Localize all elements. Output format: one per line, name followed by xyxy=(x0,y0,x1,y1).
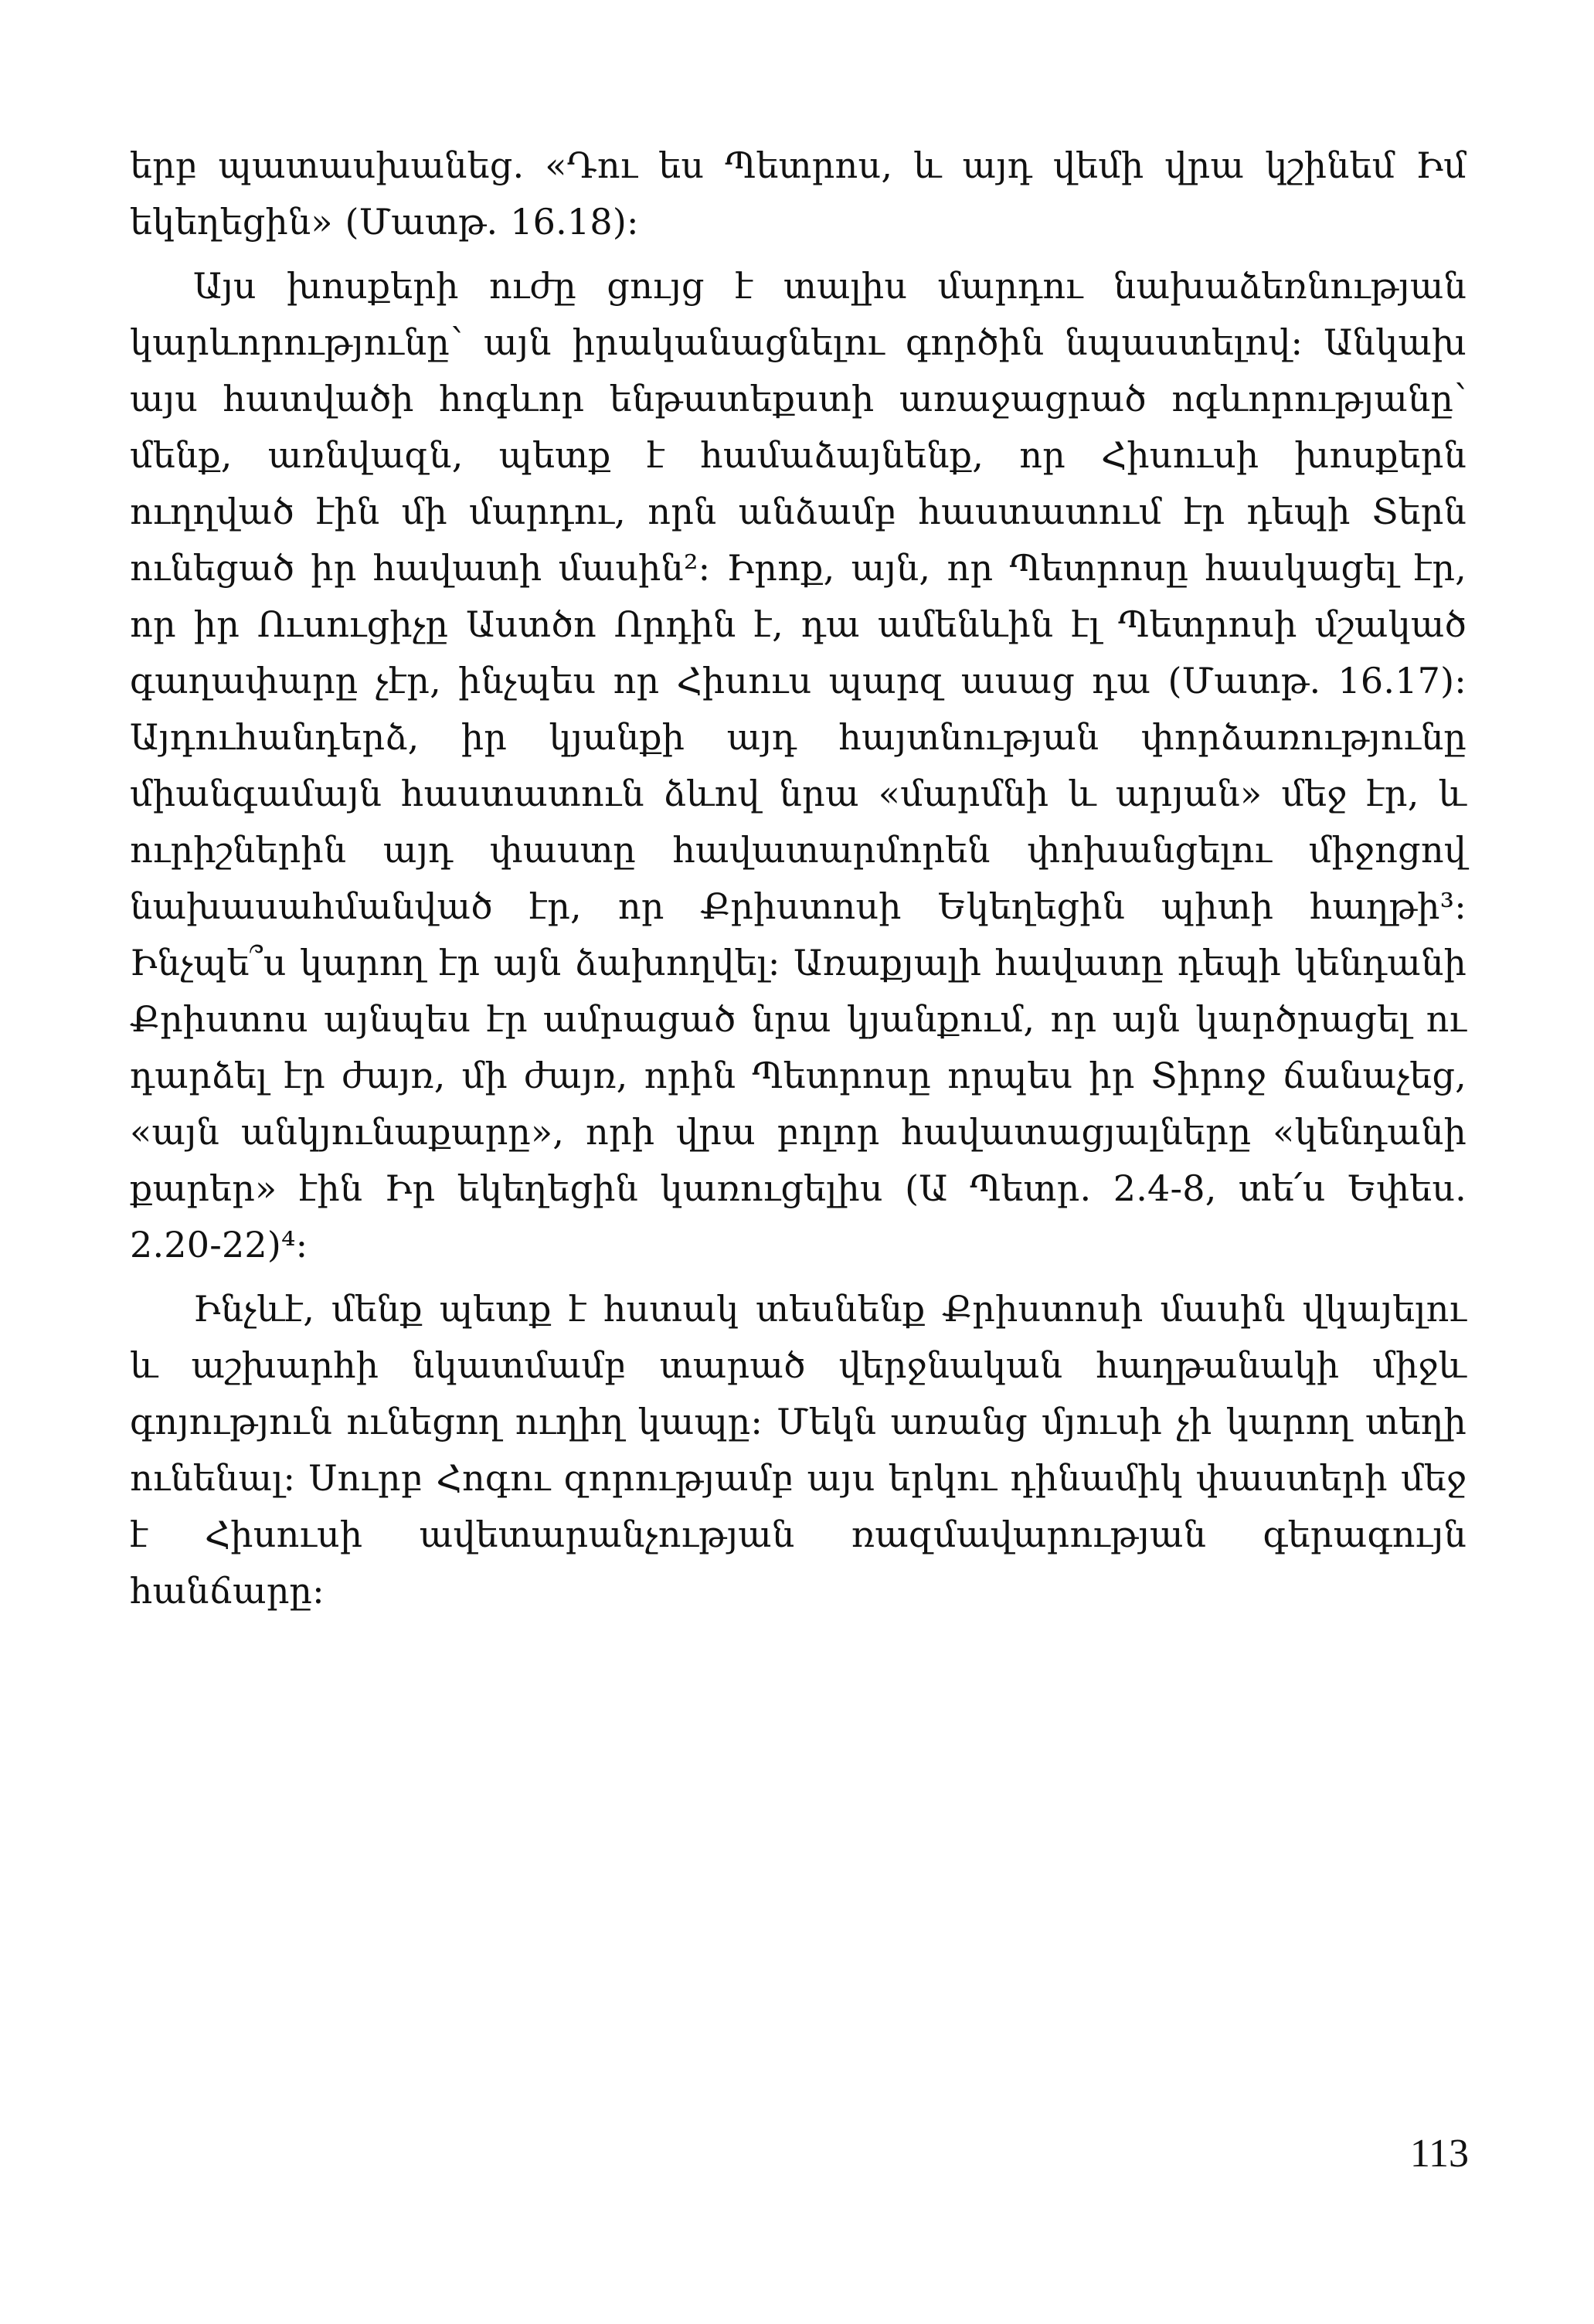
paragraph: երբ պատասխանեց. «Դու ես Պետրոս, և այդ վեմի վրա կշինեմ Իմ եկեղեցին» (Մատթ. 16.18): xyxy=(130,144,1467,243)
paragraph: Ինչևէ, մենք պետք է հստակ տեսնենք Քրիստոսի մասին վկայելու և աշխարհի նկատմամբ տարած վերջնական հաղթանակի միջև գոյություն ունեցող ուղիղ կապը: Մեկն առանց մյուսի չի կարող տեղի ունենալ: Սուրբ Հոգու զորությամբ այս երկու դինամիկ փաստերի մեջ է Հիսուսի ավետարանչության ռազմավարության գերագույն հանճարը: xyxy=(130,1288,1467,1612)
page-number: 113 xyxy=(1409,2132,1469,2176)
paragraph: Այս խոսքերի ուժը ցույց է տալիս մարդու նախաձեռնության կարևորությունը՝ այն իրականացնելու գործին նպաստելով: Անկախ այս հատվածի հոգևոր ենթատեքստի առաջացրած ոգևորությանը՝ մենք, առնվազն, պետք է համաձայնենք, որ Հիսուսի խոսքերն ուղղված էին մի մարդու, որն անձամբ հաստատում էր դեպի Տերն ունեցած իր հավատի մասին²: Իրոք, այն, որ Պետրոսը հասկացել էր, որ իր Ուսուցիչը Աստծո Որդին է, դա ամենևին էլ Պետրոսի մշակած գաղափարը չէր, ինչպես որ Հիսուս պարզ ասաց դա (Մատթ. 16.17): Այդուհանդերձ, իր կյանքի այդ հայտնության փորձառությունը միանգամայն հաստատուն ձևով նրա «մարմնի և արյան» մեջ էր, և ուրիշներին այդ փաստը հավատարմորեն փոխանցելու միջոցով նախասահմանված էր, որ Քրիստոսի Եկեղեցին պիտի հաղթի³: Ինչպե՞ս կարող էր այն ձախողվել: Առաքյալի հավատը դեպի կենդանի Քրիստոս այնպես էր ամրացած նրա կյանքում, որ այն կարծրացել ու դարձել էր ժայռ, մի ժայռ, որին Պետրոսը որպես իր Տիրոջ ճանաչեց, «այն անկյունաքարը», որի վրա բոլոր հավատացյալները «կենդանի քարեր» էին Իր եկեղեցին կառուցելիս (Ա Պետր. 2.4-8, տե՛ս Եփես. 2.20-22)⁴: xyxy=(130,265,1467,1266)
body-text xyxy=(130,138,1467,1619)
